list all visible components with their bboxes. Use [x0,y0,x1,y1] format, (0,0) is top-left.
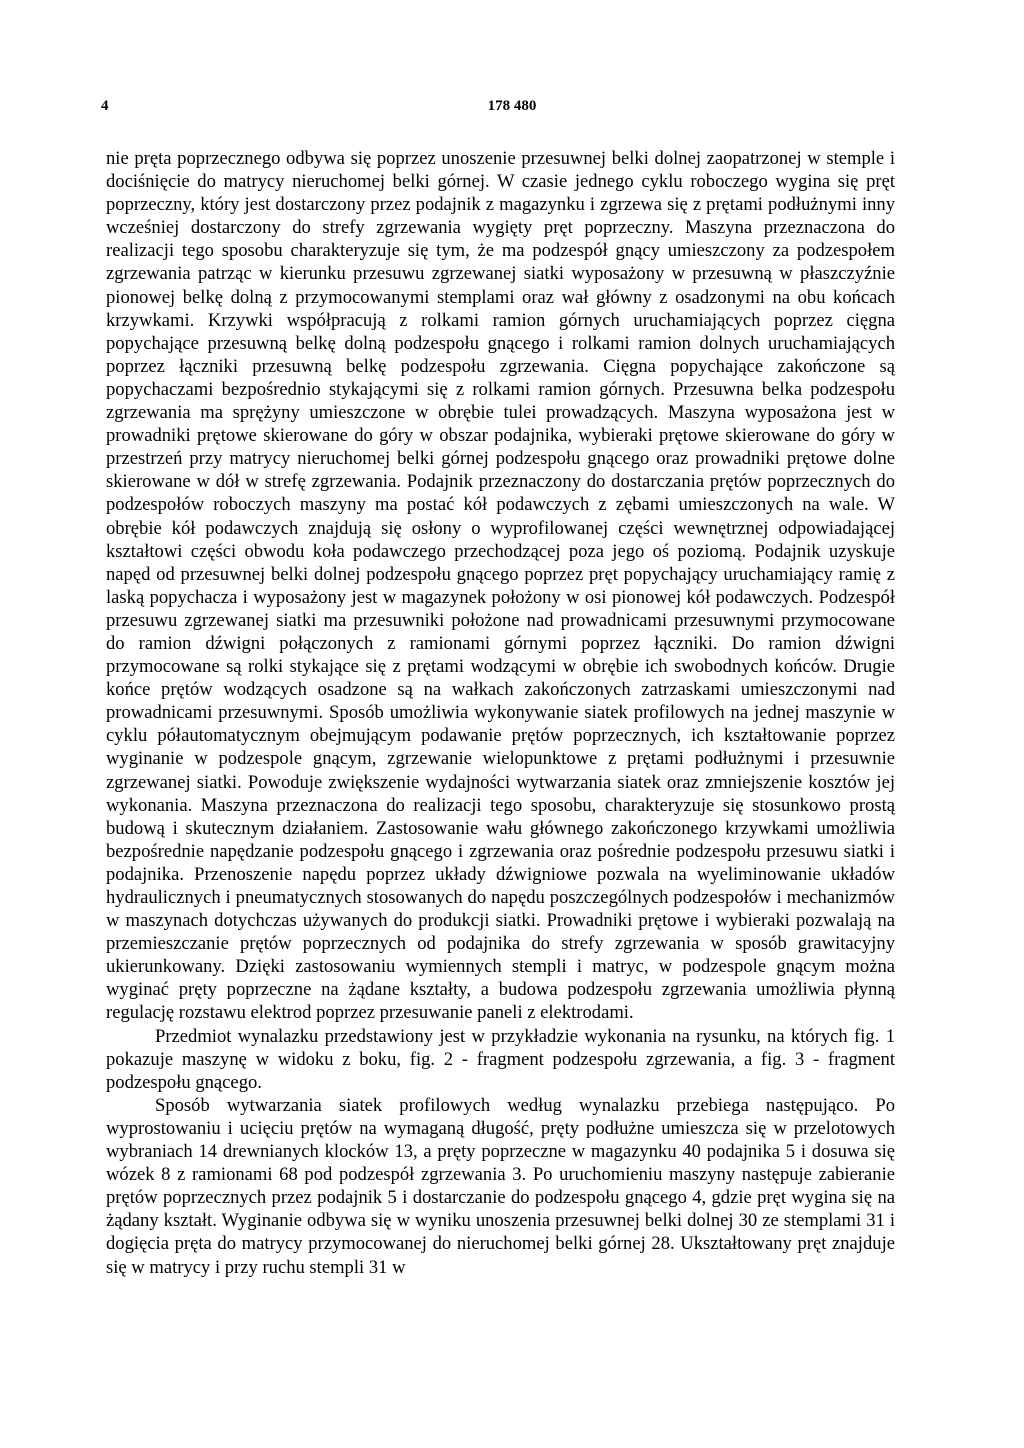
paragraph: Sposób wytwarzania siatek profilowych według wynalazku przebiega następująco. Po wyprostowaniu i ucięciu prętów na wymaganą długość, pręty podłużne umieszcza się w przelotowych wybraniach 14 drewnianych klocków 13, a pręty poprzeczne w magazynku 40 podajnika 5 i dosuwa się wózek 8 z ramionami 68 pod podzespół zgrzewania 3. Po uruchomieniu maszyny następuje zabieranie prętów poprzecznych przez podajnik 5 i dostarczanie do podzespołu gnącego 4, gdzie pręt wygina się na żądany kształt. Wyginanie odbywa się w wyniku unoszenia przesuwnej belki dolnej 30 ze stemplami 31 i dogięcia pręta do matrycy przymocowanej do nieruchomej belki górnej 28. Ukształtowany pręt znajduje się w matrycy i przy ruchu stempli 31 w [106,1094,895,1278]
paragraph: nie pręta poprzecznego odbywa się poprzez unoszenie przesuwnej belki dolnej zaopatrzonej w stemple i dociśnięcie do matrycy nieruchomej belki górnej. W czasie jednego cyklu roboczego wygina się pręt poprzeczny, który jest dostarczony przez podajnik z magazynku i zgrzewa się z prętami podłużnymi inny wcześniej dostarczony do strefy zgrzewania wygięty pręt poprzeczny. Maszyna przeznaczona do realizacji tego sposobu charakteryzuje się tym, że ma podzespół gnący umieszczony za podzespołem zgrzewania patrząc w kierunku przesuwu zgrzewanej siatki wyposażony w przesuwną w płaszczyźnie pionowej belkę dolną z przymocowanymi stemplami oraz wał główny z osadzonymi na obu końcach krzywkami. Krzywki współpracują z rolkami ramion górnych uruchamiających poprzez cięgna popychające przesuwną belkę dolną podzespołu gnącego i rolkami ramion dolnych uruchamiających poprzez łączniki przesuwną belkę podzespołu zgrzewania. Cięgna popychające zakończone są popychaczami bezpośrednio stykającymi się z rolkami ramion górnych. Przesuwna belka podzespołu zgrzewania ma sprężyny umieszczone w obrębie tulei prowadzących. Maszyna wyposażona jest w prowadniki prętowe skierowane do góry w obszar podajnika, wybieraki prętowe skierowane do góry w przestrzeń przy matrycy nieruchomej belki górnej podzespołu gnącego oraz prowadniki prętowe dolne skierowane w dół w strefę zgrzewania. Podajnik przeznaczony do dostarczania prętów poprzecznych do podzespołów roboczych maszyny ma postać kół podawczych z zębami umieszczonych na wale. W obrębie kół podawczych znajdują się osłony o wyprofilowanej części wewnętrznej odpowiadającej kształtowi części obwodu koła podawczego przechodzącej poza jego oś poziomą. Podajnik uzyskuje napęd od przesuwnej belki dolnej podzespołu gnącego poprzez pręt popychający uruchamiający ramię z laską popychacza i wyposażony jest w magazynek położony w osi pionowej kół podawczych. Podzespół przesuwu zgrzewanej siatki ma przesuwniki położone nad prowadnicami przesuwnymi przymocowane do ramion dźwigni połączonych z ramionami górnymi poprzez łączniki. Do ramion dźwigni przymocowane są rolki stykające się z prętami wodzącymi w obrębie ich swobodnych końców. Drugie końce prętów wodzących osadzone są na wałkach zakończonych zatrzaskami umieszczonymi nad prowadnicami przesuwnymi. Sposób umożliwia wykonywanie siatek profilowych na jednej maszynie w cyklu półautomatycznym obejmującym podawanie prętów poprzecznych, ich kształtowanie poprzez wyginanie w podzespole gnącym, zgrzewanie wielopunktowe z prętami podłużnymi i przesuwnie zgrzewanej siatki. Powoduje zwiększenie wydajności wytwarzania siatek oraz zmniejszenie kosztów jej wykonania. Maszyna przeznaczona do realizacji tego sposobu, charakteryzuje się stosunkowo prostą budową i skutecznym działaniem. Zastosowanie wału głównego zakończonego krzywkami umożliwia bezpośrednie napędzanie podzespołu gnącego i zgrzewania oraz pośrednie podzespołu przesuwu siatki i podajnika. Przenoszenie napędu poprzez układy dźwigniowe pozwala na wyeliminowanie układów hydraulicznych i pneumatycznych stosowanych do napędu poszczególnych podzespołów i mechanizmów w maszynach dotychczas używanych do produkcji siatki. Prowadniki prętowe i wybieraki pozwalają na przemieszczanie prętów poprzecznych od podajnika do strefy zgrzewania w sposób grawitacyjny ukierunkowany. Dzięki zastosowaniu wymiennych stempli i matryc, w podzespole gnącym można wyginać pręty poprzeczne na żądane kształty, a budowa podzespołu zgrzewania umożliwia płynną regulację rozstawu elektrod poprzez przesuwanie paneli z elektrodami. [106,148,895,1024]
document-body [106,147,895,1279]
paragraph: Przedmiot wynalazku przedstawiony jest w przykładzie wykonania na rysunku, na których fig. 1 pokazuje maszynę w widoku z boku, fig. 2 - fragment podzespołu zgrzewania, a fig. 3 - fragment podzespołu gnącego. [106,1025,895,1093]
page-number: 4 [101,98,109,114]
patent-number: 178 480 [487,98,537,114]
